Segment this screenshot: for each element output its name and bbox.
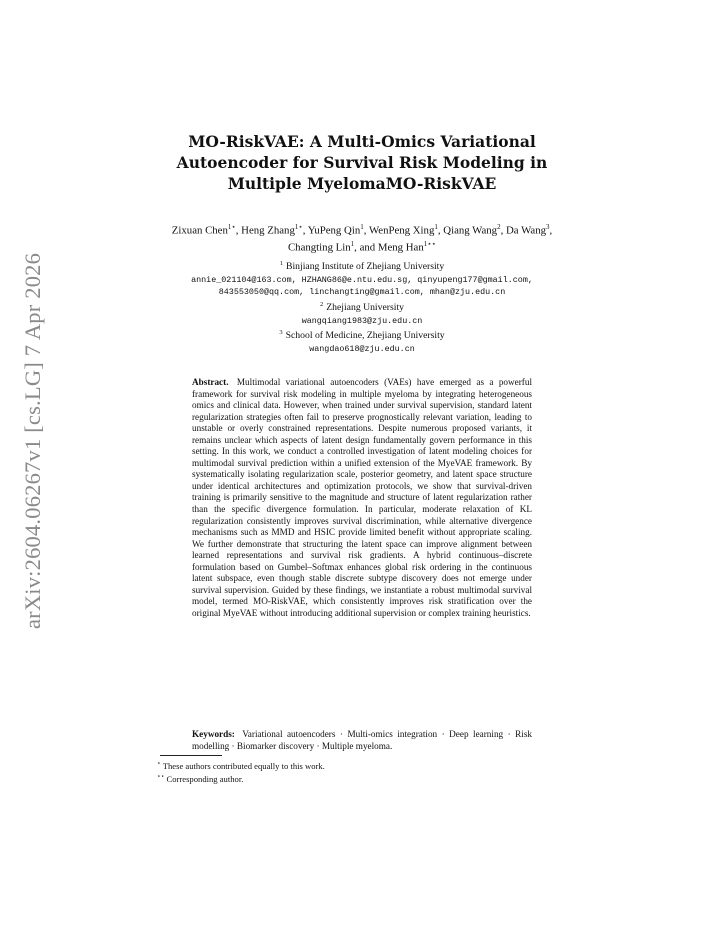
affiliation-1-emails: annie_021104@163.com, HZHANG86@e.ntu.edu.sg, qinyupeng177@gmail.com,	[191, 274, 533, 285]
footnote-rule	[160, 755, 222, 756]
affiliation-block	[140, 258, 584, 356]
author-list: Zixuan Chen$^{1⋆}$, Heng Zhang$^{1⋆}$, YuPeng Qin$^1$, WenPeng Xing$^1$, Qiang Wang$^2$, Da Wang$^3$, Changting Lin$^1$, and Meng Han$^{1⋆⋆}$	[171, 223, 553, 254]
affiliation-3: $^3$ School of Medicine, Zhejiang University	[279, 329, 445, 342]
paper-title: MO-RiskVAE: A Multi-Omics Variational Autoencoder for Survival Risk Modeling in Multiple MyelomaMO-RiskVAE	[176, 132, 548, 193]
author-name: WenPeng Xing	[368, 224, 435, 237]
author-mark: 1	[360, 223, 364, 231]
keywords-text: Variational autoencoders · Multi-omics integration · Deep learning · Risk modelling · Biomarker discovery · Multiple myeloma.	[192, 729, 532, 751]
abstract	[192, 377, 532, 619]
author-mark: 3	[546, 223, 550, 231]
author-name: Da Wang	[505, 224, 546, 237]
arxiv-identifier-text: arXiv:2604.06267v1 [cs.LG] 7 Apr 2026	[20, 252, 46, 630]
author-mark: 2	[497, 223, 501, 231]
author-name: Qiang Wang	[443, 224, 498, 237]
affiliation-1-emails: 843553050@qq.com, linchangting@gmail.com, mhan@zju.edu.cn	[218, 287, 506, 298]
author-name: Zixuan Chen	[171, 224, 228, 237]
author-name: YuPeng Qin	[307, 224, 361, 237]
author-name: Meng Han	[377, 241, 424, 254]
author-mark: 1⋆⋆	[423, 240, 437, 249]
author-mark: 1	[434, 223, 438, 231]
footnote-corresponding-author: ⋆⋆ Corresponding author.	[157, 774, 244, 785]
abstract-heading: Abstract.	[192, 377, 229, 387]
affiliation-1: $^1$ Binjiang Institute of Zhejiang University	[279, 260, 445, 273]
arxiv-identifier	[10, 246, 56, 636]
footnote-equal-contribution: ⋆ These authors contributed equally to this work.	[157, 760, 325, 771]
author-mark: 1⋆	[227, 223, 236, 231]
affiliation-3-email: wangdao618@zju.edu.cn	[309, 344, 415, 355]
author-mark: 1	[350, 240, 355, 249]
abstract-text: Multimodal variational autoencoders (VAEs) have emerged as a powerful framework for survival risk modeling in multiple myeloma by integrating heterogeneous omics and clinical data. However, when trained under survival supervision, standard latent regularization strategies often fail to preserve prognostically relevant variation, leading to unstable or overly constrained representations. Despite numerous proposed variants, it remains unclear which aspects of latent design fundamentally govern performance in this setting. In this work, we conduct a controlled investigation of latent modeling choices for multimodal survival prediction within a unified extension of the MyeVAE framework. By systematically isolating regularization scale, posterior geometry, and latent space structure under identical architectures and optimization protocols, we show that survival-driven training is primarily sensitive to the magnitude and structure of latent regularization rather than the specific divergence formulation. In particular, moderate relaxation of KL regularization consistently improves survival discrimination, while alternative divergence mechanisms such as MMD and HSIC provide limited benefit without appropriate scaling. We further demonstrate that structuring the latent space can improve alignment between learned representations and survival risk gradients. A hybrid continuous–discrete formulation based on Gumbel–Softmax enhances global risk ordering in the continuous latent subspace, even though stable discrete subtype discovery does not emerge under survival supervision. Guided by these findings, we instantiate a robust multimodal survival model, termed MO-RiskVAE, which consistently improves risk stratification over the original MyeVAE without introducing additional supervision or complex training heuristics.	[192, 377, 533, 618]
keywords	[192, 728, 532, 752]
author-mark: 1⋆	[294, 223, 303, 231]
author-name: Changting Lin	[287, 241, 351, 254]
footnotes	[157, 759, 577, 786]
author-name: Heng Zhang	[241, 224, 295, 237]
keywords-heading: Keywords:	[192, 729, 235, 739]
affiliation-2: $^2$ Zhejiang University	[319, 301, 404, 314]
affiliation-2-email: wangqiang1983@zju.edu.cn	[301, 315, 423, 326]
